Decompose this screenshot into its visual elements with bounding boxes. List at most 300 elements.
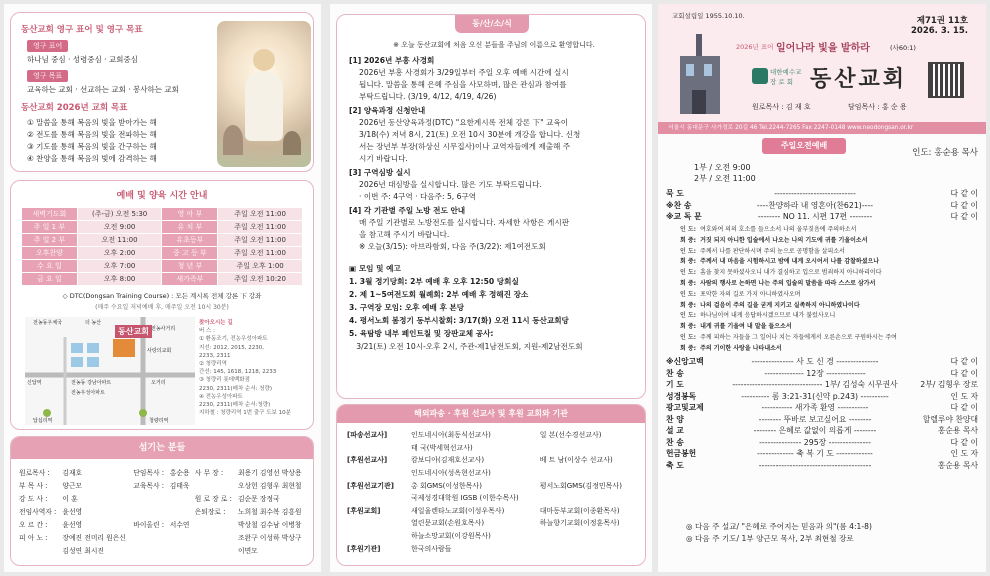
news-line: 을 참고해 주시기 바랍니다. (359, 230, 450, 239)
mission-cell: [후원선교기관] (347, 481, 394, 490)
order-person: 할렐루야 찬양대 (922, 414, 978, 424)
directions (199, 319, 311, 417)
staff-row (19, 504, 309, 517)
meeting-item: 5. 육탐방 내부 페인트칠 및 장판교체 공사: (349, 329, 494, 338)
staff-cell: 최용기 김영선 박상용 (238, 468, 302, 477)
staff-row (19, 517, 309, 530)
goals-box (10, 12, 314, 172)
order-label: 광고및교제 (666, 403, 704, 412)
order-label: ※신앙고백 (666, 357, 704, 366)
motto-text: 하나님 중심 · 성령중심 · 교회중심 (27, 55, 138, 64)
registered-date: 교회설립일 1955.10.10. (672, 12, 745, 20)
responsive-line (680, 333, 980, 344)
denomination: 대한예수교 (770, 68, 802, 76)
mission-cell: 열린문교회(손원호목사) (411, 519, 485, 528)
schedule-row (22, 260, 303, 273)
staff-cell (170, 491, 195, 504)
staff-cell: 양근모 (62, 481, 83, 490)
staff-cell: 은퇴장로 : (194, 507, 226, 516)
responsive-role: 회 중: (680, 279, 697, 287)
order-item: -------- 은혜로 값없이 의롭게 -------- (753, 426, 877, 435)
schedule-label: 주 일 1 부 (22, 221, 78, 234)
order-label: ※교 독 문 (666, 212, 702, 221)
mission-cell (347, 442, 411, 455)
responsive-text: 주께서 나를 판단하시며 주의 눈으로 공명함을 살피소서 (700, 247, 845, 255)
mission-row (347, 479, 639, 492)
mission-cell: 새일울렌타노교회(이성우목사) (411, 506, 505, 515)
news-header: 동/산/소/식 (455, 15, 529, 33)
service-times (694, 162, 756, 184)
order-label: 묵 도 (666, 189, 684, 198)
schedule-time: (주-금) 오전 5:30 (77, 208, 162, 221)
schedule-label: 새벽기도회 (22, 208, 78, 221)
schedule-time: 주일 오전 11:00 (218, 234, 303, 247)
map-label: 전농동우체국 (33, 320, 62, 326)
mission-row (347, 442, 639, 455)
mission-cell: 대마동부교회(이종환목사) (539, 506, 620, 515)
responsive-text: 내게 귀를 기울여 내 말을 들으소서 (700, 323, 792, 331)
bus-line: 2233, 2311 (199, 352, 231, 359)
order-item: --------------- 사 도 신 경 --------------- (751, 357, 879, 366)
map-label: 오거리 (151, 380, 166, 386)
cover-motto: 일어나라 빛을 발하라 (776, 43, 870, 54)
responsive-role: 회 중: (680, 258, 697, 266)
order-row (666, 402, 978, 414)
goal-item: ② 전도를 통해 복음의 빛을 전파하는 해 (27, 130, 157, 139)
order-label: 찬 송 (666, 437, 684, 447)
staff-cell: 강 도 사 : (19, 494, 48, 503)
responsive-text: 여호와여 의의 호소를 들으소서 나의 울부짖음에 주의하소서 (700, 226, 857, 233)
schedule-label: 주 일 2 부 (22, 234, 78, 247)
mission-cell: [후원기관] (347, 544, 381, 553)
responsive-text: 주의 기이한 사랑을 나타내소서 (700, 344, 782, 352)
order-label: 축 도 (666, 460, 684, 470)
schedule-time: 주일 오전 11:00 (218, 221, 303, 234)
responsive-line (680, 301, 980, 312)
meeting-item: 1. 3월 정기당회: 2부 예배 후 오후 12:50 당회실 (349, 277, 519, 286)
schedule-time: 오후 2:00 (77, 247, 162, 260)
responsive-text: 나의 걸음이 주의 길을 굳게 지키고 실족하지 아니하였나이다 (700, 301, 860, 309)
dtc-sub: (매주 수요일 저녁예배 후, 매주일 오전 10시 30분) (95, 304, 229, 311)
order-item: ---------------------------------------- (758, 460, 872, 470)
staff-cell: 김태욱 (169, 481, 190, 490)
order-person: 다 같 이 (950, 200, 978, 210)
order-label: 성경봉독 (666, 391, 697, 401)
schedule-row (22, 208, 303, 221)
middle-panel (330, 4, 652, 572)
staff-cell: 사 무 장 : (194, 468, 224, 477)
bus-line: 지선: 2012, 2015, 2230, (199, 344, 264, 351)
emeritus-pastor: 원로목사 : 김 재 호 (752, 103, 811, 111)
schedule-time: 오후 8:00 (77, 273, 162, 286)
order-row (666, 200, 978, 212)
order-item: ----------------------------- (774, 189, 856, 198)
staff-box (10, 436, 314, 566)
order-label: 설 교 (666, 426, 684, 435)
responsive-line (680, 290, 980, 301)
bus-line: ③ 청량리 롯데백화점 (199, 377, 250, 384)
staff-cell: 김순문 장정국 (238, 494, 280, 503)
staff-cell: 이 훈 (62, 494, 78, 503)
staff-row (19, 543, 309, 556)
bus-line: 2230, 2311(배차 순서: 청량) (199, 385, 273, 392)
news-line: 부탁드립니다. (3/19, 4/12, 4/19, 4/26) (359, 92, 497, 101)
responsive-text: 주께서 내 마음을 시험하시고 밤에 내게 오시어서 나를 감찰하셨으나 (700, 258, 880, 266)
mission-cell: 평서노회GMS(김정민목사) (539, 481, 622, 490)
responsive-text: 흠을 찾지 못하셨사오니 내가 결심하고 입으로 범죄하지 아니하리이다 (700, 269, 882, 277)
responsive-line (680, 322, 980, 333)
staff-cell (170, 543, 195, 556)
mission-cell (540, 492, 639, 505)
staff-title: 섬기는 분들 (11, 437, 313, 459)
church-building (674, 34, 728, 114)
goals2026-title: 동산교회 2026년 교회 목표 (21, 103, 128, 113)
denomination2: 장 로 회 (770, 78, 793, 86)
staff-row (19, 465, 309, 478)
staff-cell: 윤선영 (62, 520, 83, 529)
schedule-row (22, 273, 303, 286)
order-label: ※찬 송 (666, 200, 692, 210)
service-time: 1부 / 오전 9:00 (694, 163, 751, 172)
goal-pill: 영구 목표 (27, 70, 68, 82)
order-item: ------------- 축 복 기 도 ------------- (757, 449, 873, 458)
responsive-line (680, 257, 980, 268)
meeting-item: 4. 평서노회 봄정기 동부시찰회: 3/17(화) 오전 11시 동산교회당 (349, 316, 569, 325)
order-bottom (666, 356, 978, 471)
news-title: [3] 구역심방 실시 (349, 168, 411, 177)
mission-cell: 인도네시아(최동식선교사) (411, 431, 491, 440)
mission-cell: 일 본(선수경선교사) (539, 431, 602, 440)
meeting-item: 2. 제 1~5여전도회 월례회: 2부 예배 후 정해진 장소 (349, 290, 529, 299)
order-person: 다 같 이 (950, 403, 978, 412)
responsive-line (680, 344, 980, 355)
order-person: 다 같 이 (950, 189, 978, 198)
staff-cell: 조완구 이성하 박상구 (238, 533, 302, 542)
order-row (666, 460, 978, 472)
mission-box (336, 404, 646, 566)
news-line: 2026년 대심방을 실시합니다. 많은 기도 부탁드립니다. (359, 180, 542, 189)
news-line: ※ 오늘(3/15): 아브라함회, 다음 주(3/22): 제1여전도회 (359, 242, 546, 251)
responsive-role: 회 중: (680, 236, 697, 244)
mission-cell: 태 국(박세혁선교사) (411, 443, 473, 452)
mission-cell (540, 467, 639, 480)
schedule-label: 유 치 부 (162, 221, 218, 234)
bus-line: 2230, 2311(배차 순서:청량) (199, 402, 271, 409)
bus-line: 간선: 145, 1618, 1218, 2233 (199, 369, 277, 376)
order-row (666, 188, 978, 200)
mission-row (347, 492, 639, 505)
mission-table (347, 429, 639, 555)
mission-cell (347, 517, 411, 530)
news-line: 시기 바랍니다. (359, 154, 408, 163)
staff-cell: 원로목사 : (19, 468, 50, 477)
mission-cell: 총 회GMS(이성한목사) (411, 481, 482, 490)
news-line: 2026년 동산양육과정(DTC) "요한계시록 전체 강론 下" 교육이 (359, 118, 569, 127)
bus-label: 버 스 : (199, 328, 215, 335)
map-label: 신답역 (27, 380, 42, 386)
mission-row (347, 530, 639, 543)
map-label: 더 농산 (85, 320, 102, 326)
order-item: ----찬양하라 내 영혼아(찬621)---- (756, 200, 874, 210)
staff-cell: 단임목사 : (133, 468, 165, 477)
responsive-line (680, 279, 980, 290)
news-title: [2] 양육과정 신청안내 (349, 106, 426, 115)
news-line: 3/18(수) 저녁 8시, 21(토) 오전 10시 30분에 개강을 합니다. 신청 (359, 130, 581, 139)
schedule-label: 유초등부 (162, 234, 218, 247)
senior-pastor: 담임목사 : 홍 순 용 (848, 103, 907, 111)
mission-cell (540, 542, 639, 555)
staff-cell: 김성연 최시진 (62, 546, 104, 555)
schedule-time: 주일 오전 11:00 (218, 208, 303, 221)
map-label: 전농사거리 (151, 326, 176, 332)
staff-cell (195, 478, 238, 491)
staff-cell (133, 543, 170, 556)
mission-cell: [후원교회] (347, 506, 381, 515)
order-label: 헌금봉헌 (666, 449, 697, 458)
mission-cell (540, 442, 639, 455)
staff-cell: 서수연 (169, 520, 190, 529)
responsive-text: 포악한 자의 길로 가지 아니하였사오며 (700, 290, 801, 298)
responsive-role: 인 도: (680, 247, 697, 255)
right-panel (658, 4, 986, 572)
responsive-role: 인 도: (680, 290, 697, 298)
news-line: 매 주일 기관별로 노방전도를 실시합니다. 자세한 사항은 게시판 (359, 218, 570, 227)
order-row (666, 437, 978, 449)
mission-row (347, 542, 639, 555)
order-person: 홍순용 목사 (937, 426, 978, 435)
church-map-label: 동산교회 (115, 325, 152, 338)
staff-cell: 오 르 간 : (19, 520, 48, 529)
schedule-row (22, 221, 303, 234)
map-label: 청량리역 (149, 418, 169, 424)
staff-cell: 전임사역자 : (19, 507, 57, 516)
bus-line: ④ 전농우성아파트 (199, 393, 243, 400)
church-marker-icon (113, 339, 135, 357)
map-label: 전농동 강남아파트 (71, 380, 112, 386)
news-line: 서는 장년부 부장(하상신 시무집사)이나 교역자들에게 제출해 주 (359, 142, 571, 151)
schedule-label: 금 요 일 (22, 273, 78, 286)
cover-header (658, 4, 986, 122)
staff-cell: 노희철 최수복 김흥원 (238, 507, 302, 516)
news-title: [1] 2026년 부흥 사경회 (349, 56, 435, 65)
staff-cell: 박상철 김수남 이병창 (238, 520, 302, 529)
staff-cell: 이면모 (238, 546, 258, 555)
schedule-label: 수 요 일 (22, 260, 78, 273)
order-person: 다 같 이 (950, 368, 978, 378)
order-top (666, 188, 978, 223)
order-item: -------------------------------- 1부/ 김성숙 시무권사 (732, 380, 898, 389)
qr-code-icon (928, 62, 964, 98)
mission-cell (540, 530, 639, 543)
responsive-text: 거짓 되지 아니한 입술에서 나오는 나의 기도에 귀를 기울이소서 (700, 236, 868, 244)
order-row (666, 414, 978, 426)
mission-row (347, 454, 639, 467)
service-title: 주일오전예배 (762, 138, 846, 154)
staff-cell: 윤선영 (62, 507, 83, 516)
jesus-illustration (217, 21, 311, 167)
order-row (666, 425, 978, 437)
staff-cell: 원 로 장 로 : (194, 494, 232, 503)
schedule-box (10, 180, 314, 430)
staff-cell (195, 543, 238, 556)
order-person: 홍순용 목사 (937, 460, 978, 470)
schedule-title: 예배 및 양육 시간 안내 (116, 191, 208, 201)
news-box (336, 14, 646, 399)
mission-cell: 한국의사람들 (411, 544, 452, 553)
mission-header: 해외파송 · 후원 선교사 및 후원 교회와 기관 (337, 405, 645, 423)
staff-table (19, 465, 309, 556)
staff-cell (133, 491, 170, 504)
staff-cell: 김재호 (62, 468, 83, 477)
mission-row (347, 467, 639, 480)
staff-cell: 장예진 전미리 원은신 (62, 533, 126, 542)
goal-item: ④ 찬양을 통해 복음의 빛에 감격하는 해 (27, 154, 157, 163)
map-label: 사랑의교회 (147, 348, 172, 354)
order-item: -------- NO 11. 시편 17편 -------- (757, 212, 873, 221)
news-body (349, 39, 639, 353)
mission-cell (347, 492, 411, 505)
staff-cell (195, 517, 238, 530)
schedule-table (21, 207, 303, 286)
staff-row (19, 491, 309, 504)
staff-row (19, 478, 309, 491)
order-person: 다 같 이 (950, 437, 978, 447)
order-item: --------------- 295장 --------------- (759, 437, 871, 447)
motto-year: 2026년 표어 (736, 43, 774, 51)
mission-cell: 국제성경대학원 IGSB (이한수목사) (411, 494, 519, 503)
mission-cell (347, 467, 411, 480)
map-label: 답십리역 (33, 418, 53, 424)
goal-item: ③ 기도를 통해 복음의 빛을 간구하는 해 (27, 142, 157, 151)
dtc-line: ◇ DTC(Dongsan Training Course) : 모든 계시록 전체 강론 下 강좌 (62, 292, 262, 300)
mission-row (347, 505, 639, 518)
order-item: ----------- 새가족 환영 ----------- (761, 403, 869, 412)
directions-title: 찾아오시는 길 (199, 320, 233, 326)
goal-text: 교육하는 교회 · 선교하는 교회 · 봉사하는 교회 (27, 85, 179, 94)
staff-cell: 홍순용 (169, 468, 190, 477)
church-name: 동산교회 (810, 67, 908, 92)
schedule-label: 영 아 부 (162, 208, 218, 221)
schedule-time: 오전 11:00 (77, 234, 162, 247)
mission-cell: [파송선교사] (347, 431, 388, 440)
mission-row (347, 517, 639, 530)
staff-cell (170, 504, 195, 517)
order-person: 인 도 자 (950, 391, 978, 401)
staff-cell (133, 530, 170, 543)
news-line: · 이번 주: 4구역 · 다음주: 5, 6구역 (359, 192, 477, 201)
schedule-label: 새가족부 (162, 273, 218, 286)
responsive-role: 회 중: (680, 301, 697, 309)
order-item: -------- 뚜바로 보고싶어요 -------- (758, 414, 872, 424)
staff-cell: 오상헌 김형우 최현철 (238, 481, 302, 490)
schedule-row (22, 234, 303, 247)
responsive-role: 인 도: (680, 226, 697, 233)
schedule-time: 오후 7:00 (77, 260, 162, 273)
goal-item: ① 말씀을 통해 복음의 빛을 받아가는 해 (27, 118, 157, 127)
order-row (666, 379, 978, 391)
staff-cell (195, 530, 238, 543)
news-line: 2026년 부흥 사경회가 3/29일부터 주일 오후 예배 시간에 실시 (359, 68, 569, 77)
responsive-role: 인 도: (680, 312, 697, 320)
order-label: 기 도 (666, 380, 684, 389)
goals-title: 동산교회 영구 표어 및 영구 목표 (21, 25, 143, 35)
responsive-line (680, 225, 980, 236)
order-person: 인 도 자 (950, 449, 978, 458)
bus-line: ② 청량리역 (199, 361, 227, 368)
responsive-text: 사람의 행사로 논하면 나는 주의 입술의 말씀을 따라 스스로 삼가서 (700, 279, 876, 287)
mission-cell: 베 트 남(이상수 선교사) (539, 456, 613, 465)
responsive-line (680, 236, 980, 247)
staff-cell (19, 543, 62, 556)
responsive-text: 하나님이여 내게 응답하시겠으므로 내가 불렀사오니 (700, 312, 836, 320)
schedule-row (22, 247, 303, 260)
order-label: 찬 양 (666, 414, 684, 424)
order-item: ---------- 롬 3:21-31(신약 p.243) ---------- (741, 391, 889, 401)
order-row (666, 211, 978, 223)
address-bar: 서울시 동대문구 사가정로 20길 46 Tel.2244-7265 Fax 2247-0148 www.neodongsan.or.kr (658, 122, 986, 134)
schedule-label: 중 고 등 부 (162, 247, 218, 260)
news-title: [4] 각 기관별 주일 노방 전도 안내 (349, 206, 466, 215)
responsive-text: 주께 피하는 자들을 그 일어나 치는 자들에게서 오른손으로 구원하시는 주여 (700, 333, 897, 341)
staff-cell: 피 아 노 : (19, 533, 48, 542)
order-row (666, 356, 978, 368)
responsive-role: 회 중: (680, 323, 697, 331)
order-person: 다 같 이 (950, 212, 978, 221)
mission-cell: 인도네시아(성옥현선교사) (411, 469, 491, 478)
responsive-role: 회 중: (680, 344, 697, 352)
subway-line: 지하철 : 청량리역 1번 출구 도보 10분 (199, 410, 291, 417)
staff-cell: 부 목 사 : (19, 481, 48, 490)
next-sermon: ◎ 다음 주 설교/ "은혜로 주어지는 믿음과 의"(롬 4:1-8) (686, 522, 872, 531)
news-line: 됩니다. 말씀을 통해 은혜 주심을 사모하며, 많은 관심과 참여를 (359, 80, 567, 89)
mission-cell: 하늘소망교회(이강원목사) (411, 532, 491, 541)
map-label: 전농우성아파트 (71, 390, 105, 396)
order-person: 2부/ 김형우 장로 (920, 380, 978, 389)
responsive-line (680, 311, 980, 322)
meeting-title: ▣ 모임 및 예고 (349, 264, 401, 273)
staff-cell (133, 504, 170, 517)
order-label: 찬 송 (666, 368, 684, 378)
issue-date: 2026. 3. 15. (910, 26, 968, 36)
staff-row (19, 530, 309, 543)
responsive-role: 인 도: (680, 333, 697, 341)
staff-cell (170, 530, 195, 543)
responsive-line (680, 247, 980, 258)
map (25, 317, 195, 425)
denomination-logo-icon (752, 68, 768, 84)
left-panel (4, 4, 321, 572)
schedule-time: 주일 오전 10:20 (218, 273, 303, 286)
order-row (666, 448, 978, 460)
responsive-reading (680, 225, 980, 355)
schedule-label: 청 년 부 (162, 260, 218, 273)
volume: 제71권 11호 (916, 16, 968, 26)
welcome-text: ※ 오늘 동산교회에 처음 오신 분들을 주님의 이름으로 환영합니다. (393, 41, 595, 49)
meeting-item: 3/21(토) 오전 10시-오후 2시, 주관-제1남전도회, 지원-제2남전도회 (349, 342, 583, 351)
mission-cell (347, 530, 411, 543)
staff-cell: 교육목사 : (133, 481, 165, 490)
motto-ref: (사60:1) (890, 44, 916, 52)
order-row (666, 391, 978, 403)
schedule-time: 오전 9:00 (77, 221, 162, 234)
service-leader: 인도: 홍순용 목사 (912, 148, 978, 158)
mission-row (347, 429, 639, 442)
responsive-line (680, 268, 980, 279)
responsive-role: 인 도: (680, 269, 697, 277)
schedule-time: 주일 오전 11:00 (218, 247, 303, 260)
order-item: -------------- 12장 -------------- (764, 368, 866, 378)
service-time: 2부 / 오전 11:00 (694, 174, 756, 183)
